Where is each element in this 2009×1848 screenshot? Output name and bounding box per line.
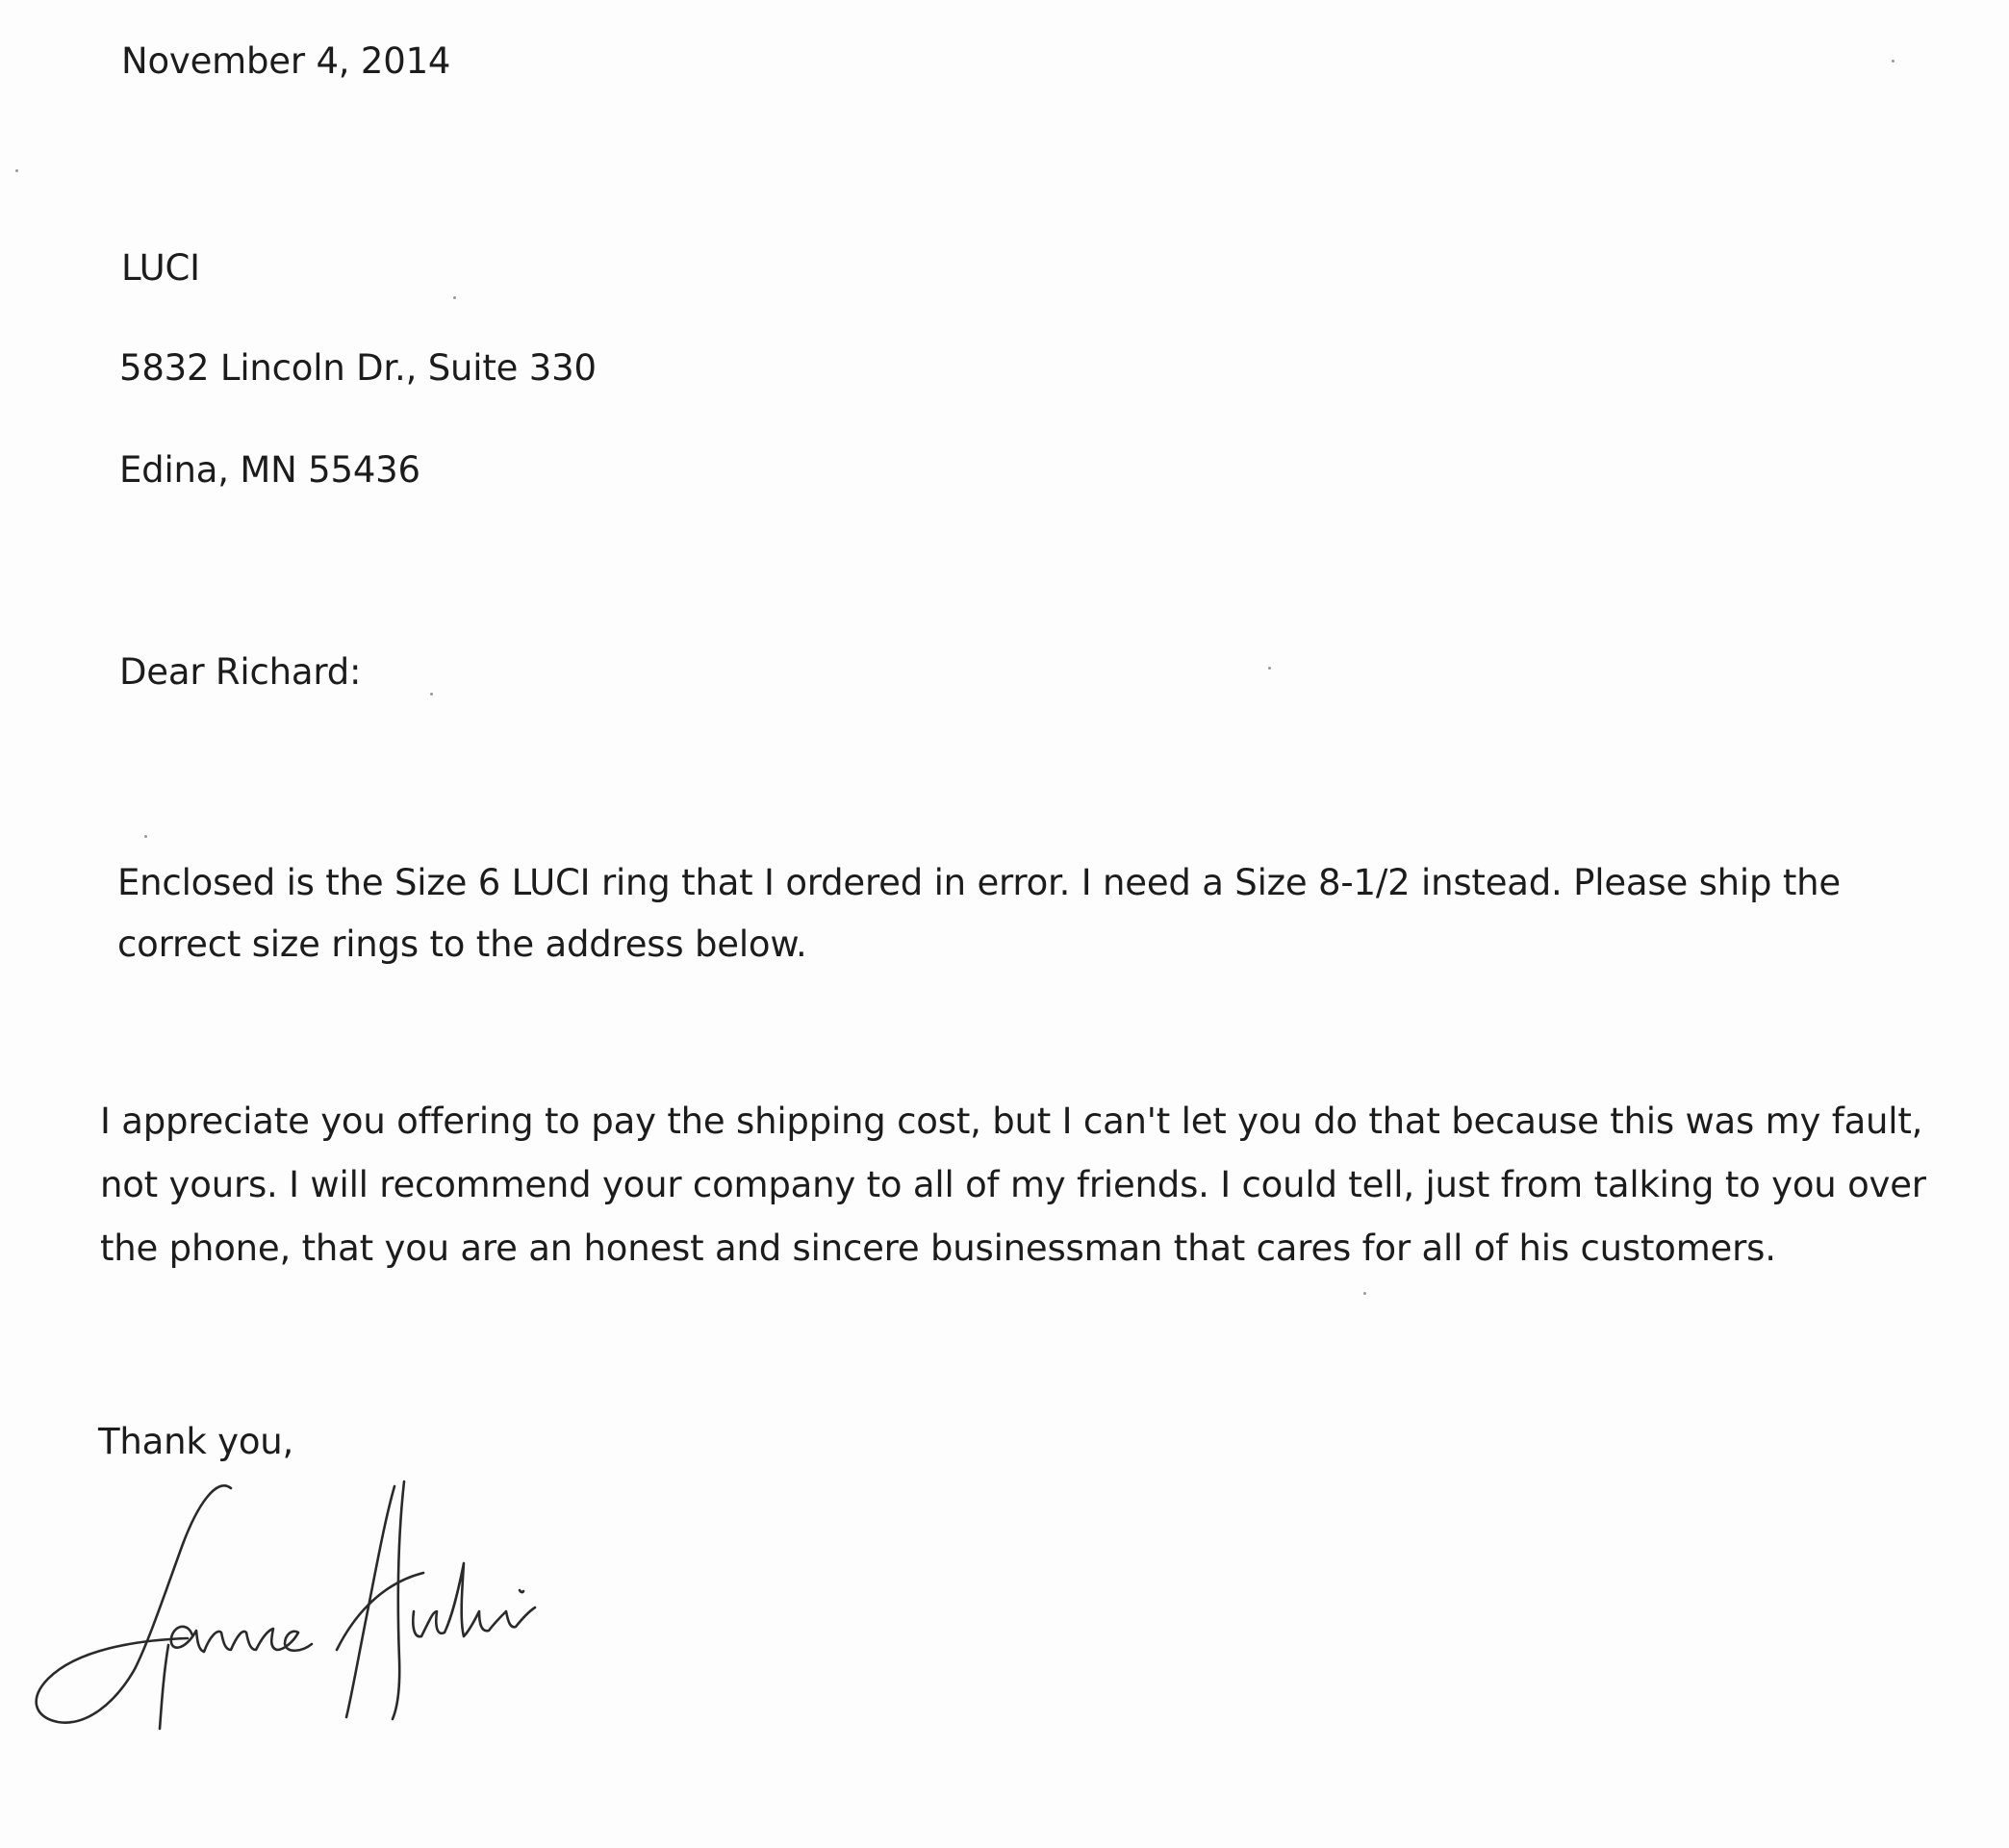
signature-stroke	[160, 1645, 168, 1729]
letter-date: November 4, 2014	[121, 40, 451, 82]
scan-speck	[1892, 60, 1895, 63]
signature-stroke	[520, 1590, 523, 1592]
closing: Thank you,	[98, 1421, 294, 1462]
signature-stroke	[337, 1573, 423, 1650]
salutation: Dear Richard:	[119, 651, 362, 693]
paragraph-line: correct size rings to the address below.	[117, 924, 807, 965]
signature-stroke	[171, 1627, 312, 1652]
recipient-name: LUCI	[121, 247, 200, 289]
scan-speck	[1363, 1292, 1366, 1295]
body-paragraph-2	[100, 1090, 1926, 1280]
paragraph-line: not yours. I will recommend your company to all of my friends. I could tell, just from talking to you over	[100, 1164, 1926, 1205]
scan-speck	[453, 296, 456, 299]
scan-speck	[15, 169, 18, 172]
signature-stroke	[413, 1563, 535, 1636]
paragraph-line: the phone, that you are an honest and sincere businessman that cares for all of his customers.	[100, 1228, 1776, 1269]
recipient-city-state-zip: Edina, MN 55436	[119, 449, 420, 491]
signature-stroke	[393, 1481, 404, 1719]
handwritten-signature	[19, 1467, 597, 1736]
paragraph-line: I appreciate you offering to pay the shipping cost, but I can't let you do that because this was my fault,	[100, 1101, 1923, 1142]
scan-speck	[1268, 667, 1271, 670]
scan-speck	[144, 835, 147, 838]
scan-speck	[430, 693, 433, 696]
signature-stroke	[37, 1485, 231, 1722]
paragraph-line: Enclosed is the Size 6 LUCI ring that I ordered in error. I need a Size 8-1/2 instead. Please ship the	[117, 862, 1841, 903]
recipient-street-address: 5832 Lincoln Dr., Suite 330	[119, 347, 597, 389]
body-paragraph-1	[117, 852, 1841, 975]
